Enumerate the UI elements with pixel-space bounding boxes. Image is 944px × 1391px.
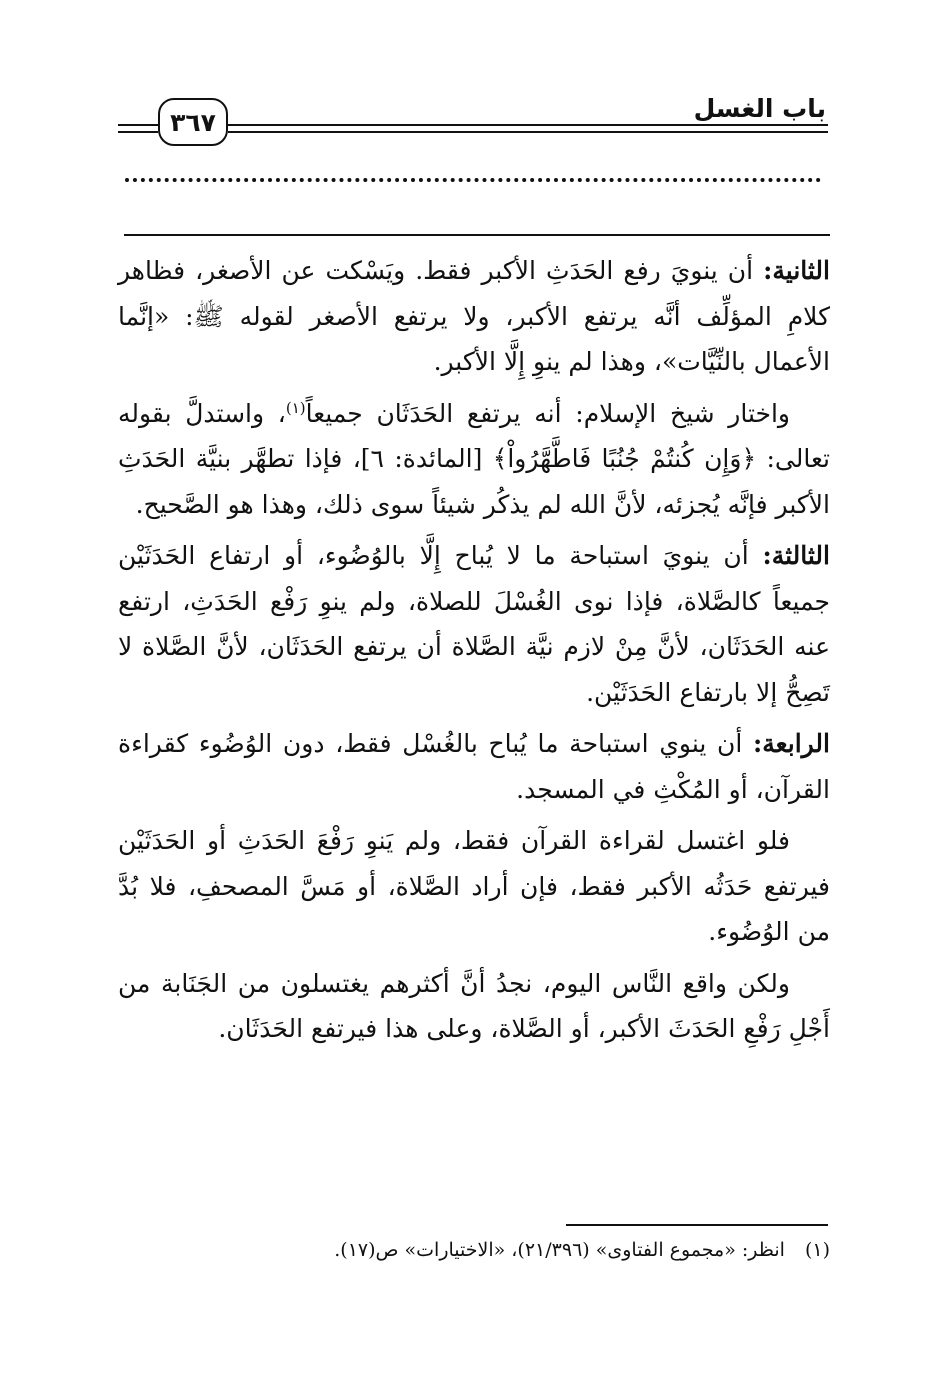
paragraph-text: فلو اغتسل لقراءة القرآن فقط، ولم يَنوِ رَفْعَ الحَدَثِ أو الحَدَثَيْن فيرتفع حَدَثُه الأكبر فقط، فإن أراد الصَّلاة، أو مَسَّ المصحفِ، فلا بُدَّ من الوُضُوء.	[118, 826, 830, 946]
content-top-rule	[124, 234, 830, 236]
paragraph-text: أن ينويَ رفع الحَدَثِ الأكبر فقط. ويَسْكت عن الأصغر، فظاهر كلامِ المؤلِّف أنَّه يرتفع الأكبر، ولا يرتفع الأصغر لقوله ﷺ: «إنَّما الأعمال بالنِّيَّات»، وهذا لم ينوِ إِلَّا الأكبر.	[118, 256, 830, 376]
paragraph-third	[118, 533, 830, 715]
paragraph-text: ، واستدلَّ بقوله تعالى: ﴿وَإِن كُنتُمْ جُنُبًا فَاطَّهَّرُواْ﴾ [المائدة: ٦]، فإذا تطهَّر بنيَّة الحَدَثِ الأكبر فإنَّه يُجزئه، لأنَّ الله لم يذكُر شيئاً سوى ذلك، وهذا هو الصَّحيح.	[118, 398, 830, 519]
chapter-title: باب الغسل	[693, 94, 826, 123]
paragraph-second	[118, 248, 830, 385]
paragraph-text: أن ينوي استباحة ما يُباح بالغُسْل فقط، دون الوُضُوء كقراءة القرآن، أو المُكْثِ في المسجد.	[118, 729, 830, 804]
paragraph-lead: الرابعة:	[753, 729, 830, 758]
paragraph-text: واختار شيخ الإسلام: أنه يرتفع الحَدَثَان جميعاً	[305, 398, 790, 428]
footnote-text: انظر: «مجموع الفتاوى» (٢١/٣٩٦)، «الاختيارات» ص(١٧).	[334, 1239, 785, 1261]
page-number-badge	[158, 98, 228, 146]
paragraph-text: ولكن واقع النَّاس اليوم، نجدُ أنَّ أكثرهم يغتسلون من الجَنَابة من أَجْلِ رَفْعِ الحَدَثَ الأكبر، أو الصَّلاة، وعلى هذا فيرتفع الحَدَثَان.	[118, 968, 830, 1043]
paragraph-fourth	[118, 721, 830, 812]
main-text	[118, 248, 830, 1058]
dotted-divider	[125, 178, 821, 182]
paragraph-people-today	[118, 961, 830, 1052]
paragraph-text: أن ينويَ استباحة ما لا يُباح إِلَّا بالوُضُوء، أو ارتفاع الحَدَثَيْن جميعاً كالصَّلاة، فإذا نوى الغُسْلَ للصلاة، ولم ينوِ رَفْع الحَدَثِ، ارتفع عنه الحَدَثَان، لأنَّ مِنْ لازم نيَّة الصَّلاة أن يرتفع الحَدَثَان، لأنَّ الصَّلاة لا تَصِحُّ إلا بارتفاع الحَدَثَيْن.	[118, 541, 830, 707]
paragraph-sheikh-opinion	[118, 391, 830, 528]
paragraph-lead: الثالثة:	[762, 541, 830, 570]
page-number: ٣٦٧	[170, 107, 216, 137]
footnote	[118, 1234, 830, 1266]
footnote-number: (١)	[804, 1239, 830, 1261]
footnote-rule	[566, 1224, 828, 1226]
footnote-reference[interactable]: (١)	[285, 398, 306, 417]
paragraph-lead: الثانية:	[763, 256, 830, 285]
paragraph-quran-reading	[118, 818, 830, 955]
